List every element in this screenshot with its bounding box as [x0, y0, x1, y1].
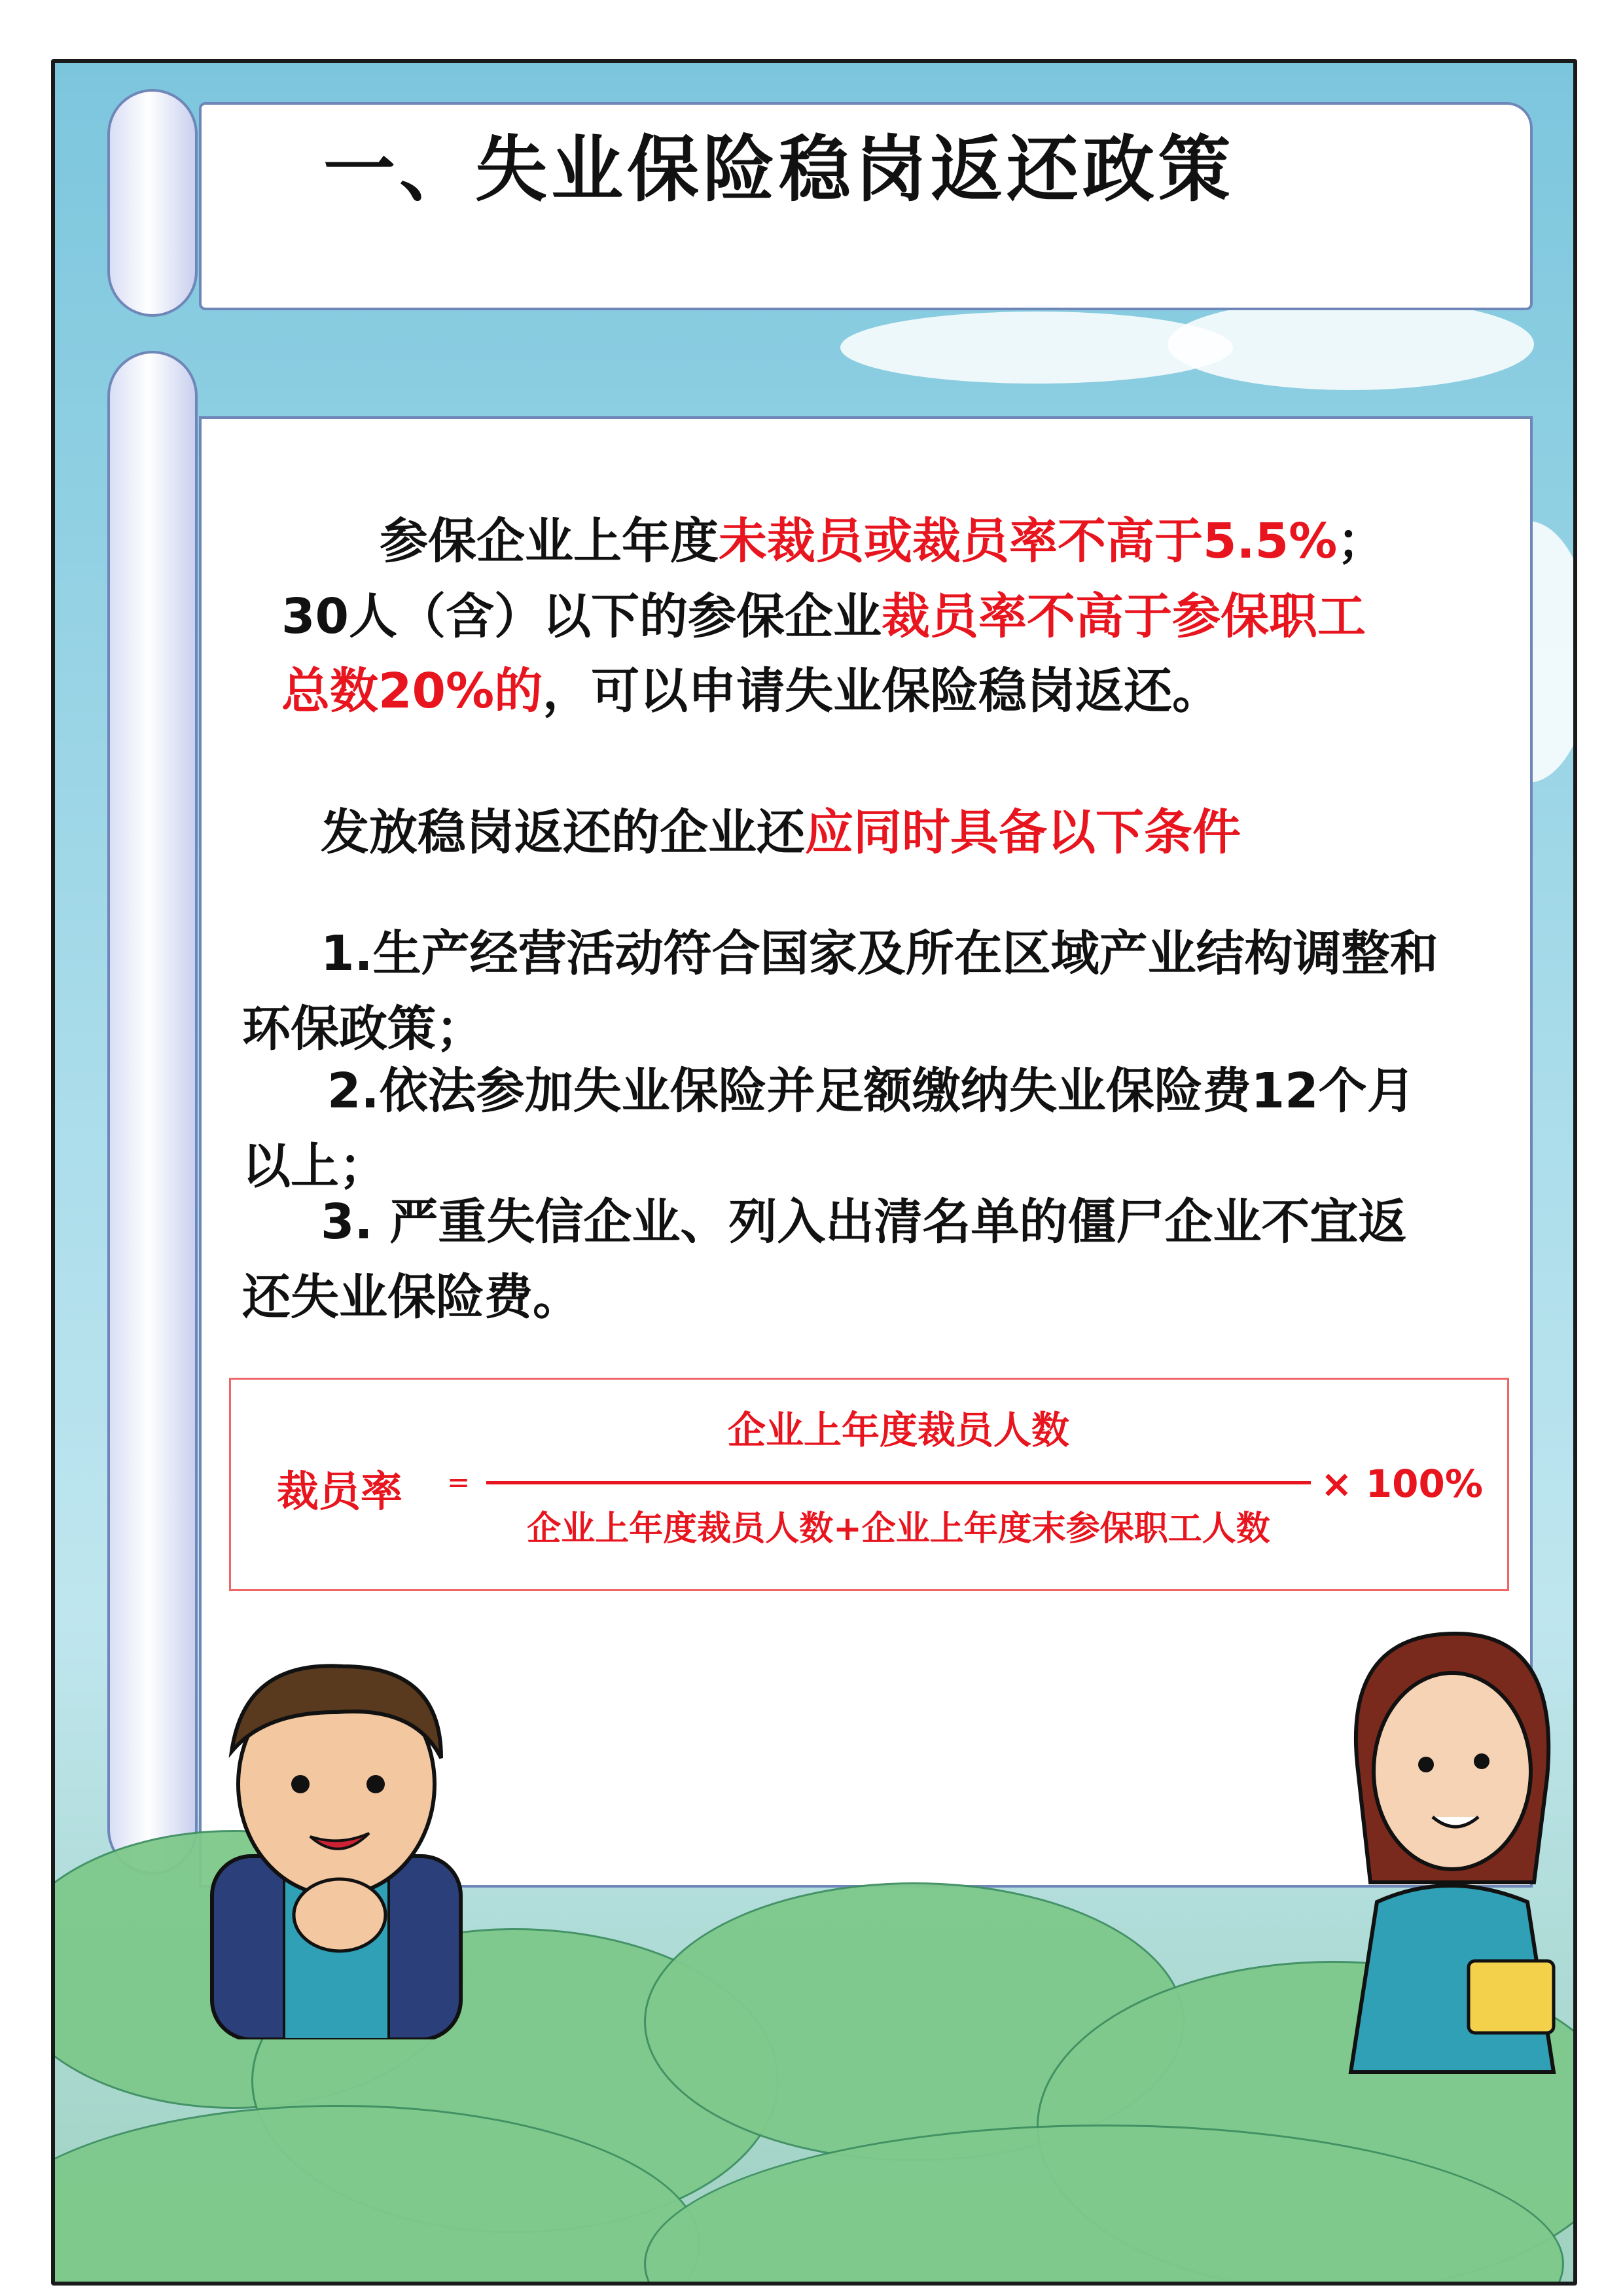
intro-text: ，可以申请失业保险稳岗返还。: [543, 663, 1221, 720]
formula-box: [229, 1378, 1509, 1591]
condition-item-2: [242, 1054, 1446, 1204]
intro-paragraph: [281, 504, 1394, 729]
formula-numerator: 企业上年度裁员人数: [727, 1408, 1069, 1452]
formula-equals: =: [447, 1466, 471, 1498]
formula-fraction-line: [486, 1481, 1311, 1484]
page-title: 一、失业保险稳岗返还政策: [323, 128, 1234, 211]
condition-text: 1.生产经营活动符合国家及所在区域产业结构调整和环保政策；: [242, 925, 1438, 1057]
conditions-heading-text: 发放稳岗返还的企业还: [321, 804, 805, 861]
conditions-heading: [321, 795, 1499, 870]
cloud-decoration: [1168, 298, 1534, 390]
intro-text: ；30人（含）以下的参保企业: [281, 513, 1386, 645]
formula-label: 裁员率: [277, 1468, 402, 1516]
intro-highlight: 未裁员或裁员率不高于5.5%: [719, 513, 1338, 569]
intro-text: 参保企业上年度: [380, 513, 719, 569]
conditions-heading-highlight: 应同时具备以下条件: [805, 804, 1241, 861]
cartoon-woman-illustration: [1318, 1621, 1577, 2079]
condition-item-1: [242, 916, 1446, 1066]
formula-multiplier: × 100%: [1321, 1462, 1483, 1506]
formula-denominator: 企业上年度裁员人数+企业上年度末参保职工人数: [527, 1509, 1270, 1549]
intro-highlight: 裁员率不高于参保职工总数20%的: [281, 588, 1366, 720]
cartoon-man-illustration: [166, 1634, 507, 2039]
condition-text: 2.依法参加失业保险并足额缴纳失业保险费12个月以上；: [242, 1063, 1416, 1194]
condition-text: 3. 严重失信企业、列入出清名单的僵尸企业不宜返还失业保险费。: [242, 1194, 1407, 1325]
condition-item-3: [242, 1185, 1446, 1335]
